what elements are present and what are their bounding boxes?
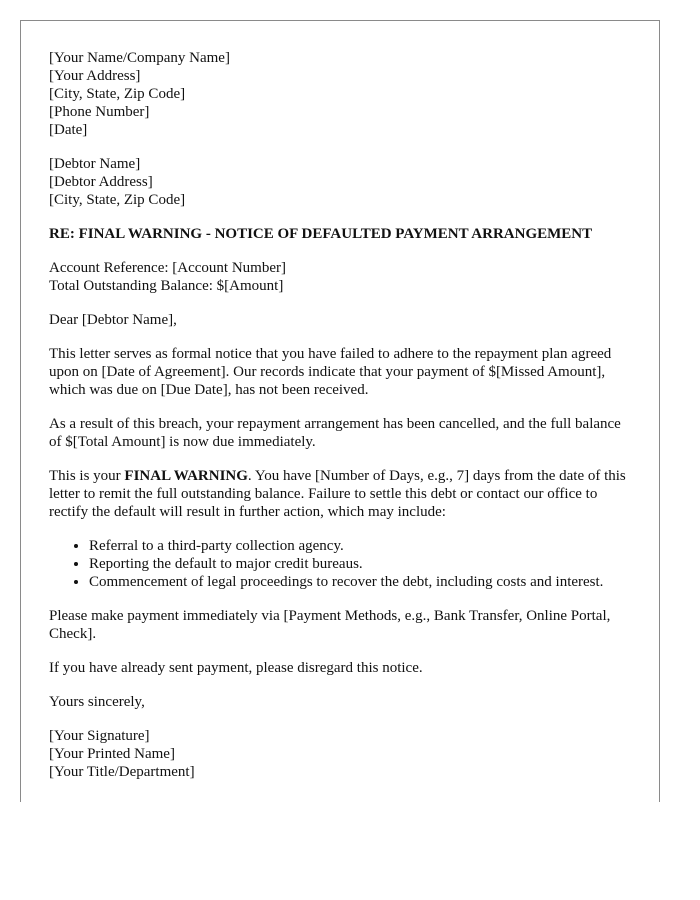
sender-city-state-zip: [City, State, Zip Code] (49, 86, 186, 102)
list-item: • Reporting the default to major credit bureaus. (89, 555, 629, 573)
final-warning-suffix: . You have [Number of Days, e.g., 7] days from the date of this letter to remit the full outstanding balance. Failure to settle this debt or contact our office to rectify the default will result in further action, which may include: (49, 468, 626, 520)
payment-methods-paragraph: Please make payment immediately via [Payment Methods, e.g., Bank Transfer, Online Portal, Check]. (49, 608, 611, 642)
sender-phone: [Phone Number] (49, 104, 150, 120)
sender-name: [Your Name/Company Name] (49, 50, 230, 66)
title-department: [Your Title/Department] (49, 764, 195, 780)
closing: Yours sincerely, (49, 694, 145, 710)
signature: [Your Signature] (49, 728, 150, 744)
sender-address-block (49, 49, 629, 139)
sender-address: [Your Address] (49, 68, 141, 84)
outstanding-balance: Total Outstanding Balance: $[Amount] (49, 278, 284, 294)
final-warning-paragraph (49, 467, 629, 521)
list-item: • Commencement of legal proceedings to recover the debt, including costs and interest. (89, 573, 629, 591)
list-item: • Referral to a third-party collection agency. (89, 537, 629, 555)
letter-page (20, 20, 660, 802)
consequences-list (49, 537, 629, 591)
salutation: Dear [Debtor Name], (49, 312, 177, 328)
debtor-name: [Debtor Name] (49, 156, 141, 172)
disregard-paragraph: If you have already sent payment, please disregard this notice. (49, 660, 423, 676)
recipient-address-block (49, 155, 629, 209)
final-warning-prefix: This is your (49, 468, 125, 484)
letter-date: [Date] (49, 122, 88, 138)
account-reference: Account Reference: [Account Number] (49, 260, 286, 276)
account-details (49, 259, 629, 295)
signature-block (49, 727, 629, 781)
debtor-city-state-zip: [City, State, Zip Code] (49, 192, 186, 208)
debtor-address: [Debtor Address] (49, 174, 153, 190)
notice-paragraph: This letter serves as formal notice that you have failed to adhere to the repayment plan agreed upon on [Date of Agreement]. Our records indicate that your payment of $[Missed Amount], which was due on [Due Date], has not been received. (49, 346, 612, 398)
printed-name: [Your Printed Name] (49, 746, 175, 762)
final-warning-emphasis: FINAL WARNING (124, 468, 248, 484)
breach-paragraph: As a result of this breach, your repayment arrangement has been cancelled, and the full balance of $[Total Amount] is now due immediately. (49, 416, 621, 450)
subject-line: RE: FINAL WARNING - NOTICE OF DEFAULTED PAYMENT ARRANGEMENT (49, 226, 593, 242)
